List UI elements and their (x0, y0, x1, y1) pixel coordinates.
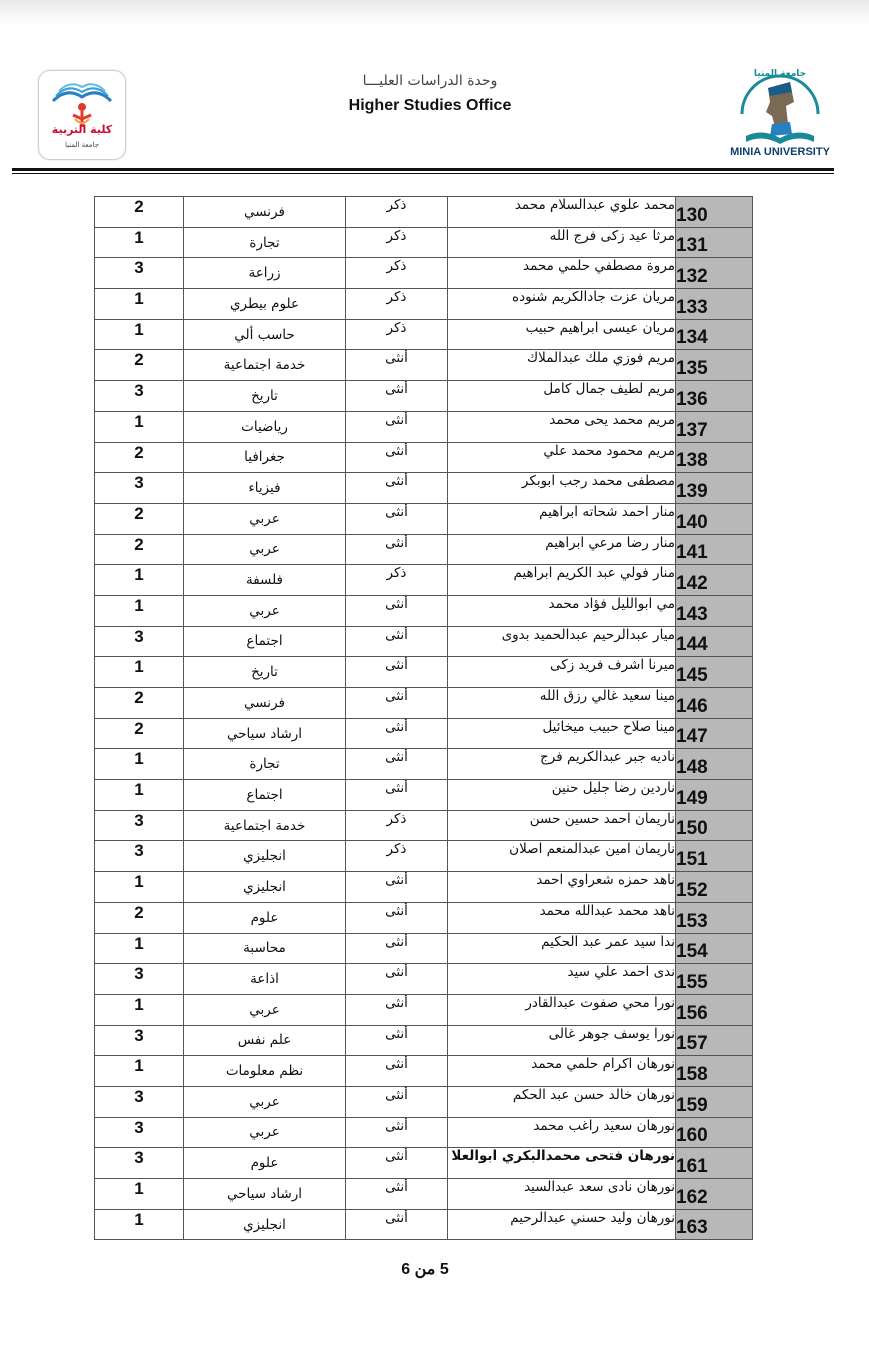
serial-number-cell: 163 (676, 1209, 753, 1240)
student-roster-table (94, 196, 753, 1240)
serial-number-cell: 156 (676, 994, 753, 1025)
table-row (95, 1056, 753, 1087)
department-cell: فيزياء (184, 473, 346, 504)
gender-cell: أنثى (346, 503, 448, 534)
gender-cell: ذكر (346, 810, 448, 841)
department-cell: انجليزي (184, 1209, 346, 1240)
minia-university-logo (728, 58, 832, 164)
gender-cell: أنثى (346, 1179, 448, 1210)
student-name-cell: منار رضا مرعي ابراهيم (448, 534, 676, 565)
office-title-arabic: وحدة الدراسات العليـــا (362, 73, 498, 89)
table-row (95, 1179, 753, 1210)
gender-cell: أنثى (346, 718, 448, 749)
gender-cell: أنثى (346, 411, 448, 442)
department-cell: نظم معلومات (184, 1056, 346, 1087)
table-row (95, 258, 753, 289)
student-name-cell: مروة مصطفي حلمي محمد (448, 258, 676, 289)
serial-number-cell: 148 (676, 749, 753, 780)
table-row (95, 197, 753, 228)
department-cell: تجارة (184, 227, 346, 258)
student-name-cell: مينا صلاح حبيب ميخائيل (448, 718, 676, 749)
serial-number-cell: 131 (676, 227, 753, 258)
gender-cell: ذكر (346, 258, 448, 289)
gender-cell: أنثى (346, 534, 448, 565)
department-cell: فلسفة (184, 565, 346, 596)
group-cell: 3 (95, 810, 184, 841)
group-cell: 1 (95, 289, 184, 320)
serial-number-cell: 135 (676, 350, 753, 381)
gender-cell: أنثى (346, 994, 448, 1025)
department-cell: انجليزي (184, 872, 346, 903)
serial-number-cell: 138 (676, 442, 753, 473)
serial-number-cell: 161 (676, 1148, 753, 1179)
group-cell: 2 (95, 197, 184, 228)
gender-cell: أنثى (346, 1117, 448, 1148)
table-row (95, 964, 753, 995)
student-name-cell: محمد علوي عبدالسلام محمد (448, 197, 676, 228)
group-cell: 1 (95, 1209, 184, 1240)
department-cell: عربي (184, 1117, 346, 1148)
serial-number-cell: 139 (676, 473, 753, 504)
group-cell: 2 (95, 534, 184, 565)
group-cell: 2 (95, 718, 184, 749)
department-cell: ارشاد سياحي (184, 718, 346, 749)
page-number: 5 من 6 (401, 1261, 449, 1278)
department-cell: اجتماع (184, 626, 346, 657)
group-cell: 1 (95, 319, 184, 350)
group-cell: 3 (95, 1117, 184, 1148)
table-row (95, 718, 753, 749)
faculty-of-education-logo (38, 70, 126, 160)
gender-cell: أنثى (346, 350, 448, 381)
student-name-cell: مريم محمد يحى محمد (448, 411, 676, 442)
department-cell: فرنسي (184, 197, 346, 228)
department-cell: فرنسي (184, 688, 346, 719)
header-divider-thin (12, 173, 834, 174)
office-title-english: Higher Studies Office (348, 97, 512, 114)
logo-arc-text: جامعة المنيا (753, 69, 807, 79)
table-row (95, 595, 753, 626)
serial-number-cell: 159 (676, 1086, 753, 1117)
table-row (95, 841, 753, 872)
serial-number-cell: 158 (676, 1056, 753, 1087)
serial-number-cell: 143 (676, 595, 753, 626)
student-name-cell: مي ابوالليل فؤاد محمد (448, 595, 676, 626)
table-row (95, 473, 753, 504)
group-cell: 2 (95, 902, 184, 933)
group-cell: 3 (95, 1148, 184, 1179)
minia-logo-label: MINIA UNIVERSITY (730, 146, 830, 158)
gender-cell: أنثى (346, 626, 448, 657)
serial-number-cell: 142 (676, 565, 753, 596)
serial-number-cell: 144 (676, 626, 753, 657)
department-cell: علوم (184, 1148, 346, 1179)
department-cell: جغرافيا (184, 442, 346, 473)
department-cell: محاسبة (184, 933, 346, 964)
gender-cell: أنثى (346, 657, 448, 688)
table-row (95, 902, 753, 933)
table-row (95, 411, 753, 442)
serial-number-cell: 147 (676, 718, 753, 749)
student-name-cell: ناهد محمد عبدالله محمد (448, 902, 676, 933)
department-cell: علوم (184, 902, 346, 933)
serial-number-cell: 151 (676, 841, 753, 872)
gender-cell: ذكر (346, 197, 448, 228)
table-row (95, 994, 753, 1025)
department-cell: عربي (184, 994, 346, 1025)
student-name-cell: مريان عيسى ابراهيم حبيب (448, 319, 676, 350)
table-row (95, 1025, 753, 1056)
student-name-cell: منار فولي عبد الكريم ابراهيم (448, 565, 676, 596)
table-row (95, 810, 753, 841)
student-name-cell: ميرنا اشرف فريد زكى (448, 657, 676, 688)
gender-cell: أنثى (346, 1086, 448, 1117)
student-name-cell: مرثا عيد زكى فرج الله (448, 227, 676, 258)
group-cell: 3 (95, 626, 184, 657)
student-name-cell: نورهان وليد حسني عبدالرحيم (448, 1209, 676, 1240)
gender-cell: ذكر (346, 227, 448, 258)
table-row (95, 780, 753, 811)
department-cell: علم نفس (184, 1025, 346, 1056)
table-row (95, 688, 753, 719)
student-name-cell: نورهان سعيد راغب محمد (448, 1117, 676, 1148)
gender-cell: أنثى (346, 964, 448, 995)
group-cell: 2 (95, 350, 184, 381)
table-row (95, 350, 753, 381)
student-name-cell: مريم لطيف جمال كامل (448, 381, 676, 412)
department-cell: عربي (184, 503, 346, 534)
serial-number-cell: 132 (676, 258, 753, 289)
group-cell: 2 (95, 688, 184, 719)
student-name-cell: ناريمان احمد حسين حسن (448, 810, 676, 841)
group-cell: 3 (95, 473, 184, 504)
serial-number-cell: 150 (676, 810, 753, 841)
department-cell: تجارة (184, 749, 346, 780)
gender-cell: ذكر (346, 319, 448, 350)
serial-number-cell: 145 (676, 657, 753, 688)
department-cell: اذاعة (184, 964, 346, 995)
student-name-cell: ناديه جبر عبدالكريم فرج (448, 749, 676, 780)
department-cell: خدمة اجتماعية (184, 350, 346, 381)
group-cell: 1 (95, 994, 184, 1025)
student-name-cell: نورهان خالد حسن عبد الحكم (448, 1086, 676, 1117)
serial-number-cell: 155 (676, 964, 753, 995)
department-cell: انجليزي (184, 841, 346, 872)
table-row (95, 1209, 753, 1240)
group-cell: 3 (95, 841, 184, 872)
student-name-cell: مريان عزت جادالكريم شنوده (448, 289, 676, 320)
serial-number-cell: 137 (676, 411, 753, 442)
gender-cell: ذكر (346, 841, 448, 872)
roster-body (95, 197, 753, 1240)
group-cell: 1 (95, 933, 184, 964)
table-row (95, 381, 753, 412)
student-name-cell: ناهد حمزه شعراوي احمد (448, 872, 676, 903)
student-name-cell: ناردين رضا جليل حنين (448, 780, 676, 811)
table-row (95, 1086, 753, 1117)
serial-number-cell: 140 (676, 503, 753, 534)
gender-cell: أنثى (346, 780, 448, 811)
department-cell: ارشاد سياحي (184, 1179, 346, 1210)
group-cell: 1 (95, 411, 184, 442)
group-cell: 1 (95, 227, 184, 258)
group-cell: 1 (95, 780, 184, 811)
header-divider (12, 168, 834, 171)
group-cell: 3 (95, 1025, 184, 1056)
group-cell: 3 (95, 1086, 184, 1117)
table-row (95, 319, 753, 350)
serial-number-cell: 136 (676, 381, 753, 412)
gender-cell: أنثى (346, 1056, 448, 1087)
table-row (95, 503, 753, 534)
table-row (95, 872, 753, 903)
gender-cell: أنثى (346, 442, 448, 473)
department-cell: خدمة اجتماعية (184, 810, 346, 841)
faculty-logo-title: كلية التربية (51, 123, 113, 136)
student-name-cell: ميار عبدالرحيم عبدالحميد بدوى (448, 626, 676, 657)
serial-number-cell: 153 (676, 902, 753, 933)
group-cell: 1 (95, 565, 184, 596)
student-name-cell: نورا يوسف جوهر غالى (448, 1025, 676, 1056)
student-name-cell: ندا سيد عمر عبد الحكيم (448, 933, 676, 964)
table-row (95, 565, 753, 596)
gender-cell: أنثى (346, 902, 448, 933)
group-cell: 2 (95, 442, 184, 473)
table-row (95, 227, 753, 258)
group-cell: 1 (95, 657, 184, 688)
department-cell: اجتماع (184, 780, 346, 811)
student-name-cell: نورهان اكرام حلمي محمد (448, 1056, 676, 1087)
table-row (95, 626, 753, 657)
table-row (95, 289, 753, 320)
table-row (95, 534, 753, 565)
serial-number-cell: 157 (676, 1025, 753, 1056)
serial-number-cell: 134 (676, 319, 753, 350)
gender-cell: أنثى (346, 933, 448, 964)
scan-top-shadow (0, 0, 869, 26)
department-cell: زراعة (184, 258, 346, 289)
student-name-cell: مريم محمود محمد علي (448, 442, 676, 473)
department-cell: تاريخ (184, 381, 346, 412)
gender-cell: أنثى (346, 872, 448, 903)
gender-cell: أنثى (346, 1148, 448, 1179)
serial-number-cell: 141 (676, 534, 753, 565)
table-row (95, 1148, 753, 1179)
serial-number-cell: 133 (676, 289, 753, 320)
gender-cell: ذكر (346, 289, 448, 320)
gender-cell: أنثى (346, 1025, 448, 1056)
student-name-cell: مينا سعيد غالي رزق الله (448, 688, 676, 719)
group-cell: 3 (95, 258, 184, 289)
gender-cell: أنثى (346, 1209, 448, 1240)
student-name-cell: ناريمان امين عبدالمنعم اصلان (448, 841, 676, 872)
group-cell: 1 (95, 1056, 184, 1087)
serial-number-cell: 146 (676, 688, 753, 719)
group-cell: 1 (95, 749, 184, 780)
serial-number-cell: 152 (676, 872, 753, 903)
student-name-cell: ندى احمد علي سيد (448, 964, 676, 995)
student-name-cell: نورا محي صفوت عبدالقادر (448, 994, 676, 1025)
serial-number-cell: 162 (676, 1179, 753, 1210)
department-cell: عربي (184, 1086, 346, 1117)
student-name-cell: نورهان فتحى محمدالبكري ابوالعلا (448, 1148, 676, 1179)
serial-number-cell: 154 (676, 933, 753, 964)
group-cell: 3 (95, 381, 184, 412)
student-name-cell: مريم فوزي ملك عبدالملاك (448, 350, 676, 381)
student-name-cell: منار احمد شحاته ابراهيم (448, 503, 676, 534)
gender-cell: ذكر (346, 565, 448, 596)
student-name-cell: مصطفى محمد رجب ابوبكر (448, 473, 676, 504)
group-cell: 1 (95, 1179, 184, 1210)
department-cell: تاريخ (184, 657, 346, 688)
department-cell: عربي (184, 595, 346, 626)
group-cell: 1 (95, 595, 184, 626)
department-cell: عربي (184, 534, 346, 565)
group-cell: 2 (95, 503, 184, 534)
department-cell: رياضيات (184, 411, 346, 442)
gender-cell: أنثى (346, 749, 448, 780)
serial-number-cell: 149 (676, 780, 753, 811)
table-row (95, 749, 753, 780)
table-row (95, 442, 753, 473)
department-cell: حاسب ألي (184, 319, 346, 350)
faculty-logo-subtitle: جامعة المنيا (64, 141, 100, 149)
student-name-cell: نورهان نادى سعد عبدالسيد (448, 1179, 676, 1210)
table-row (95, 1117, 753, 1148)
department-cell: علوم بيطري (184, 289, 346, 320)
gender-cell: أنثى (346, 595, 448, 626)
table-row (95, 657, 753, 688)
group-cell: 3 (95, 964, 184, 995)
gender-cell: أنثى (346, 688, 448, 719)
gender-cell: أنثى (346, 473, 448, 504)
serial-number-cell: 130 (676, 197, 753, 228)
gender-cell: أنثى (346, 381, 448, 412)
table-row (95, 933, 753, 964)
group-cell: 1 (95, 872, 184, 903)
serial-number-cell: 160 (676, 1117, 753, 1148)
